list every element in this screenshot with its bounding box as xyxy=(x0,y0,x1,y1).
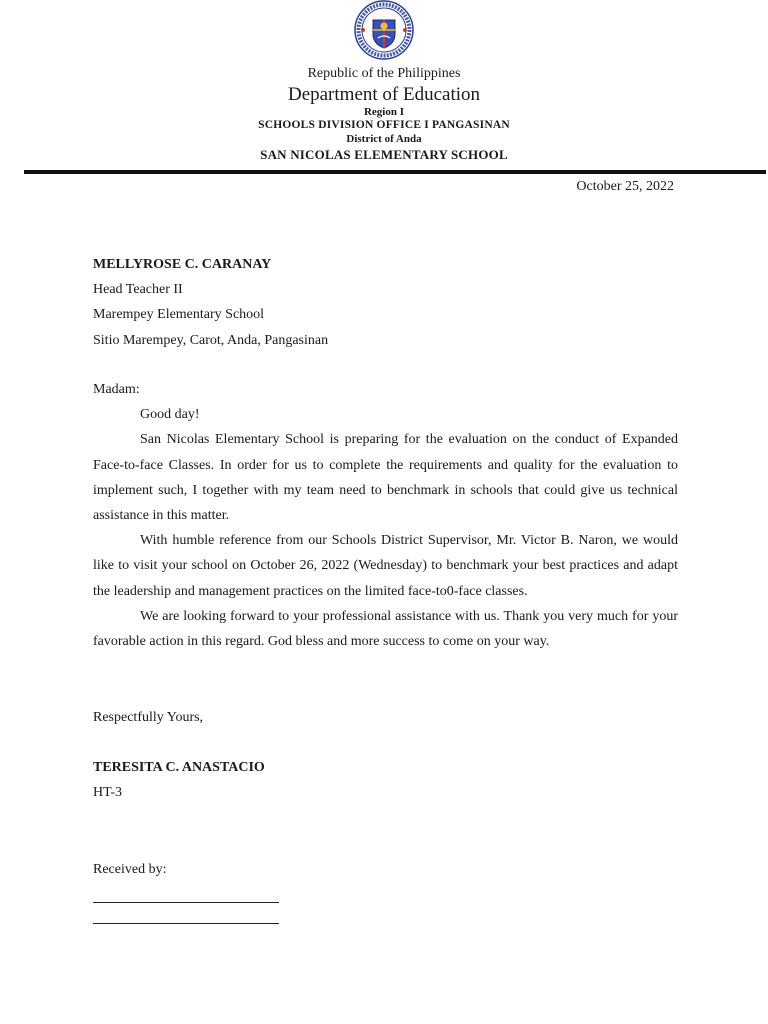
recipient-address: Sitio Marempey, Carot, Anda, Pangasinan xyxy=(93,332,329,348)
header-region: Region I xyxy=(363,106,405,118)
signatory-title: HT-3 xyxy=(93,785,123,801)
recipient-name: MELLYROSE C. CARANAY xyxy=(93,257,272,272)
paragraph-purpose: San Nicolas Elementary School is preparing for the evaluation on the conduct of Expanded Face-to-face Classes. In order for us to complete the requirements and quality for the evaluation to implement such, I together with my team need to benchmark in schools that could give us technical assistance in this matter. xyxy=(93,432,678,524)
header-divider xyxy=(24,170,766,174)
received-label: Received by: xyxy=(93,862,167,877)
header-district: District of Anda xyxy=(346,133,422,145)
paragraph-greeting: Good day! xyxy=(140,407,200,423)
signatory-name: TERESITA C. ANASTACIO xyxy=(93,760,265,775)
recipient-school: Marempey Elementary School xyxy=(93,307,265,323)
header-department: Department of Education xyxy=(287,84,481,105)
recipient-position: Head Teacher II xyxy=(93,282,183,298)
deped-seal-logo xyxy=(347,0,421,60)
received-block xyxy=(93,857,678,924)
header-division: SCHOOLS DIVISION OFFICE I PANGASINAN xyxy=(258,119,510,131)
paragraph-thanks: We are looking forward to your professional assistance with us. Thank you very much for your favorable action in this regard. God bless and more success to come on your way. xyxy=(93,608,678,650)
closing: Respectfully Yours, xyxy=(93,710,204,725)
header-republic: Republic of the Philippines xyxy=(307,66,461,81)
signature-block xyxy=(93,755,678,805)
salutation: Madam: xyxy=(93,382,140,397)
paragraph-request: With humble reference from our Schools District Supervisor, Mr. Victor B. Naron, we would like to visit your school on October 26, 2022 (Wednesday) to benchmark your best practices and adapt the leadership and management practices on the limited face-to0-face classes. xyxy=(93,533,678,599)
recipient-block xyxy=(93,252,678,353)
letter-date: October 25, 2022 xyxy=(576,179,674,194)
received-signature-line xyxy=(93,884,279,903)
letter-body xyxy=(93,377,678,654)
header-school: SAN NICOLAS ELEMENTARY SCHOOL xyxy=(260,147,508,162)
received-date-line xyxy=(93,905,279,924)
